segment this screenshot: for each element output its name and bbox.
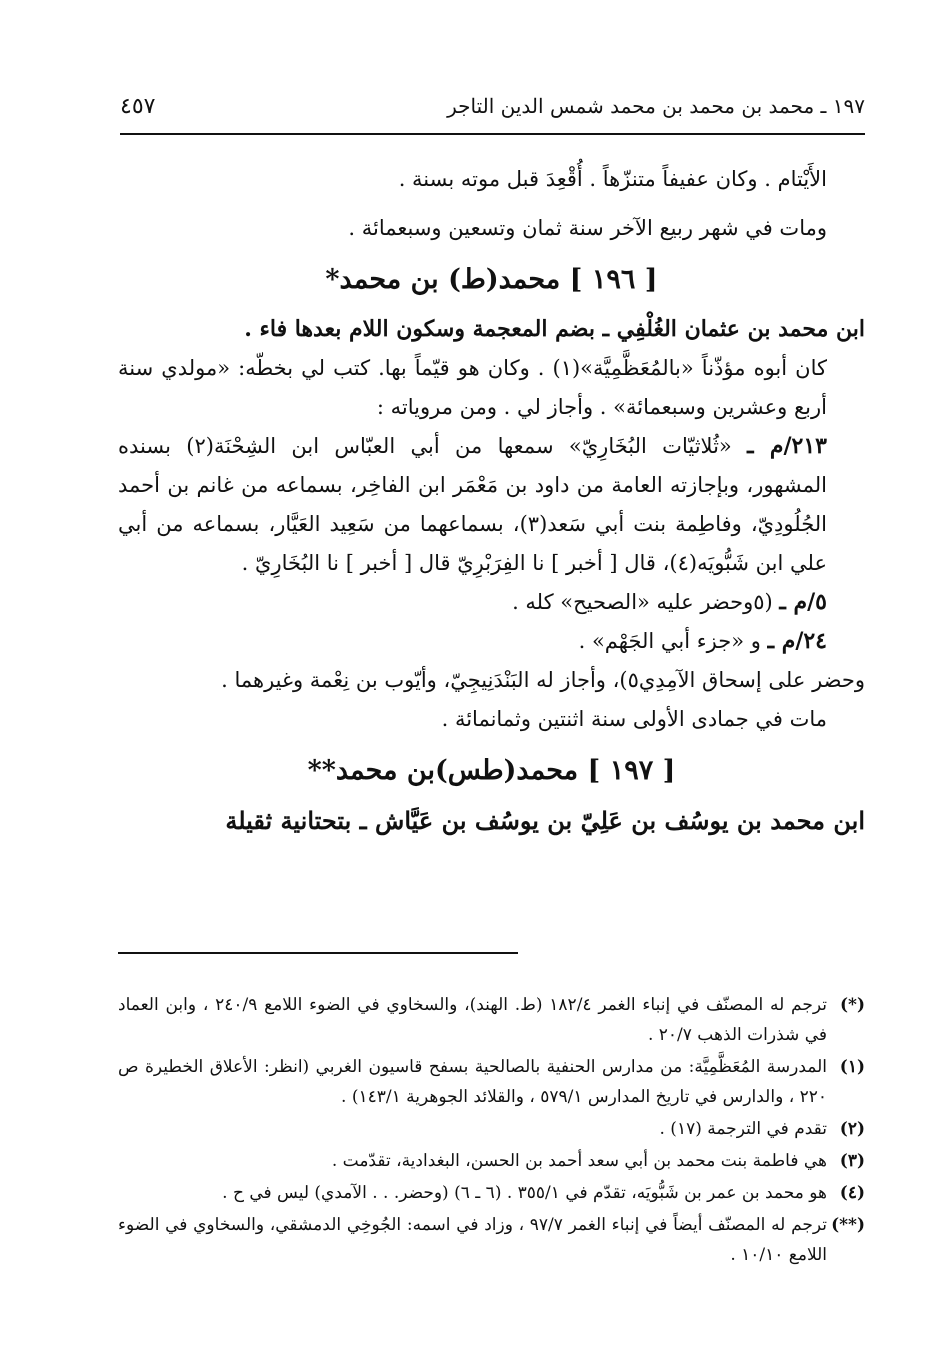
riwaya-number: ٥/م ـ xyxy=(779,589,827,615)
footnote-text: المدرسة المُعَظَّمِيَّة: من مدارس الحنفية بالصالحية بسفح قاسيون الغربي (انظر: الأعلاق الخطيرة ص ٢٢٠ ، والدارس في تاريخ المدارس ٥٧٩/١ ، والقلائد الجوهرية ١٤٣/١) . xyxy=(118,1057,827,1107)
page-header xyxy=(120,86,865,126)
footnote-rule xyxy=(118,952,518,954)
footnote-mark: (**) xyxy=(831,1215,865,1235)
riwaya-text: (٥وحضر عليه «الصحيح» كله . xyxy=(512,590,773,614)
paragraph-orphans: الأَيْتام . وكان عفيفاً متنزّهاً . أُقْعِدَ قبل موته بسنة . xyxy=(398,167,827,191)
footnote-mark: (٣) xyxy=(839,1151,865,1171)
footnote-text: تقدم في الترجمة (١٧) . xyxy=(659,1119,827,1139)
spacer xyxy=(118,199,865,209)
main-text xyxy=(118,160,865,840)
footnote xyxy=(118,1146,865,1176)
footnotes xyxy=(118,990,865,1272)
footnote-text: هو محمد بن عمر بن شَبُّويَه، تقدّم في ٣٥٥/١ . (٦ ـ ٦) (وحضر. . . الآمدي) ليس في ح . xyxy=(222,1183,827,1203)
footnote-text: ترجم له المصنّف في إنباء الغمر ١٨٢/٤ (ط. الهند)، والسخاوي في الضوء اللامع ٢٤٠/٩ ، وابن العماد في شذرات الذهب ٢٠/٧ . xyxy=(118,995,827,1045)
running-title: ١٩٧ ـ محمد بن محمد بن محمد شمس الدين التاجر xyxy=(447,94,865,118)
riwaya-text: «ثُلاثيّات البُخَارِيّ» سمعها من أبي العبّاس ابن الشِحْنَة(٢) بسنده المشهور، وبإجازته العامة من داود بن مَعْمَر ابن الفاخِر، بسماعه من غانم بن أحمد الجُلُودِيّ، وفاطِمة بنت أبي سَعد(٣)، بسماعهما من سَعِيد العَيَّار، بسماعه من أبي علي ابن شَبُّويَه(٤)، قال [ أخبر ] نا الفِرَبْرِيّ قال [ أخبر ] نا البُخَارِيّ . xyxy=(118,434,827,575)
entry-heading-196: [ ١٩٦ ] محمد(ط) بن محمد* xyxy=(325,264,658,295)
paragraph-father-muezzin: كان أبوه مؤذّناً «بالمُعَظَّمِيَّة»(١) . وكان هو قيّماً بها. كتب لي بخطّه: «مولدي سنة أربع وعشرين وسبعمائة» . وأجاز لي . ومن مروياته : xyxy=(118,356,827,419)
riwaya-number: ٢٤/م ـ xyxy=(767,628,827,654)
footnote-mark: (٢) xyxy=(839,1119,865,1139)
riwaya-213 xyxy=(118,427,865,583)
riwaya-number: ٢١٣/م ـ xyxy=(747,433,827,459)
entry-heading-197: [ ١٩٧ ] محمد(طس)بن محمد** xyxy=(307,755,676,786)
riwaya-5 xyxy=(118,583,865,622)
paragraph-death-798: ومات في شهر ربيع الآخر سنة ثمان وتسعين وسبعمائة . xyxy=(348,216,827,240)
footnote-mark: (٤) xyxy=(839,1183,865,1203)
footnote-text: هي فاطمة بنت محمد بن أبي سعد أحمد بن الحسن، البغدادية، تقدّمت . xyxy=(331,1151,827,1171)
footnote-mark: (*) xyxy=(840,995,865,1015)
page-number: ٤٥٧ xyxy=(120,93,156,119)
paragraph-hadar: وحضر على إسحاق الآمِدِي٥)، وأجاز له البَنْدَنِيجِيّ، وأيّوب بن نِعْمة وغيرهما . xyxy=(221,668,865,692)
footnote xyxy=(118,1210,865,1270)
entry-lineage-196: ابن محمد بن عثمان الغُلْفِي ـ بضم المعجمة وسكون اللام بعدها فاء . xyxy=(244,316,865,342)
paragraph-death-802: مات في جمادى الأولى سنة اثنتين وثمانمائة . xyxy=(441,707,827,731)
riwaya-24 xyxy=(118,622,865,661)
footnote xyxy=(118,1052,865,1112)
footnote xyxy=(118,1178,865,1208)
riwaya-text: و «جزء أبي الجَهْم» . xyxy=(578,629,761,653)
footnote-mark: (١) xyxy=(839,1057,865,1077)
footnote xyxy=(118,990,865,1050)
footnote xyxy=(118,1114,865,1144)
entry-lineage-197: ابن محمد بن يوسُف بن عَلِيّ بن يوسُف بن عَيَّاش ـ بتحتانية ثقيلة xyxy=(225,806,865,835)
header-rule xyxy=(120,133,865,135)
footnote-text: ترجم له المصنّف أيضاً في إنباء الغمر ٩٧/٧ ، وزاد في اسمه: الجُوخِي الدمشقي، والسخاوي في الضوء اللامع ١٠/١٠ . xyxy=(118,1215,827,1265)
